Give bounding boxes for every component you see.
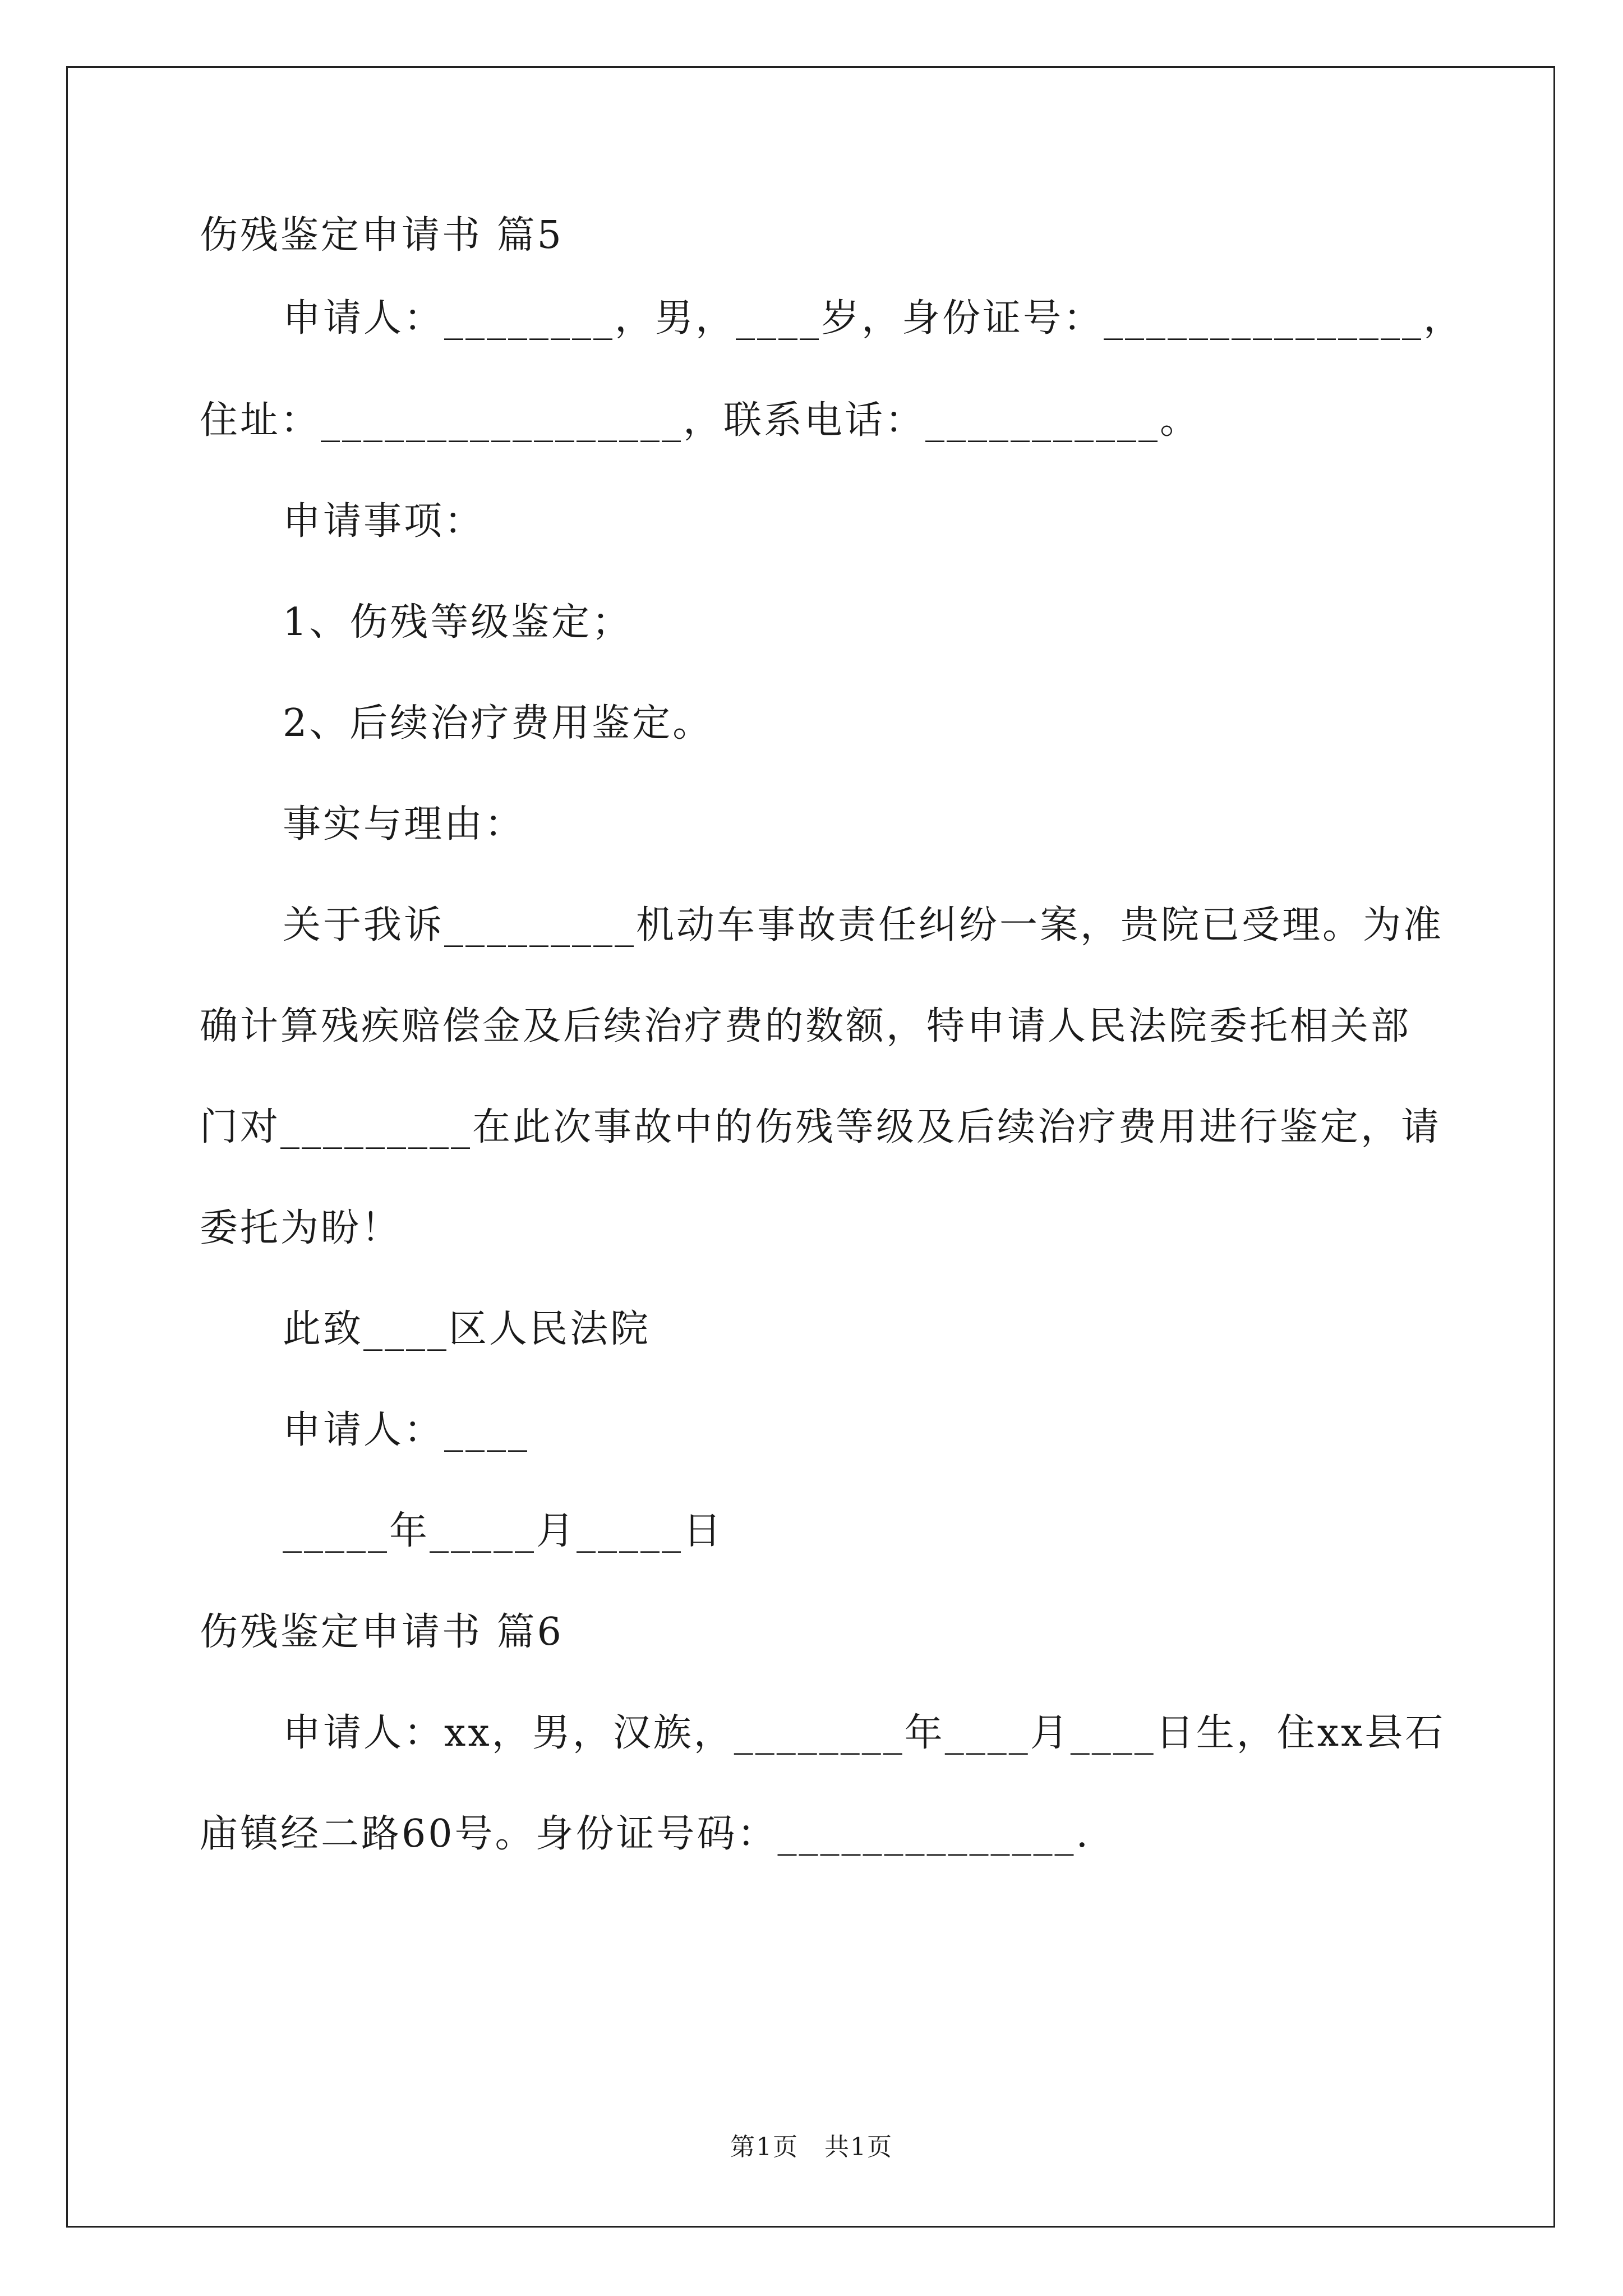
section-title-5: 伤残鉴定申请书 篇5 (200, 213, 564, 257)
signature-applicant: 申请人：____ (283, 1408, 530, 1452)
facts-paragraph-line-2: 确计算残疾赔偿金及后续治疗费的数额，特申请人民法院委托相关部 (200, 1004, 1412, 1048)
section-title-6: 伤残鉴定申请书 篇6 (200, 1610, 564, 1654)
applicant-info-line-1: 申请人：________，男，____岁，身份证号：_______________， (283, 296, 1464, 341)
signature-date: _____年_____月_____日 (283, 1509, 724, 1553)
request-item-2: 2、后续治疗费用鉴定。 (283, 701, 713, 746)
facts-reasons-heading: 事实与理由： (283, 802, 525, 846)
applicant-info-line-2: 住址：_________________，联系电话：___________。 (200, 398, 1201, 443)
request-item-1: 1、伤残等级鉴定； (283, 600, 633, 645)
request-items-heading: 申请事项： (283, 499, 485, 544)
salutation-line: 此致____区人民法院 (283, 1307, 651, 1351)
applicant-6-line-1: 申请人：xx，男，汉族，________年____月____日生，住xx县石 (283, 1711, 1446, 1755)
facts-paragraph-line-4: 委托为盼！ (200, 1206, 402, 1250)
facts-paragraph-line-1: 关于我诉_________机动车事故责任纠纷一案，贵院已受理。为准 (283, 903, 1444, 947)
applicant-6-line-2: 庙镇经二路60号。身份证号码：______________. (200, 1812, 1091, 1856)
page-footer: 第1页 共1页 (730, 2133, 893, 2161)
facts-paragraph-line-3: 门对_________在此次事故中的伤残等级及后续治疗费用进行鉴定，请 (200, 1105, 1442, 1149)
